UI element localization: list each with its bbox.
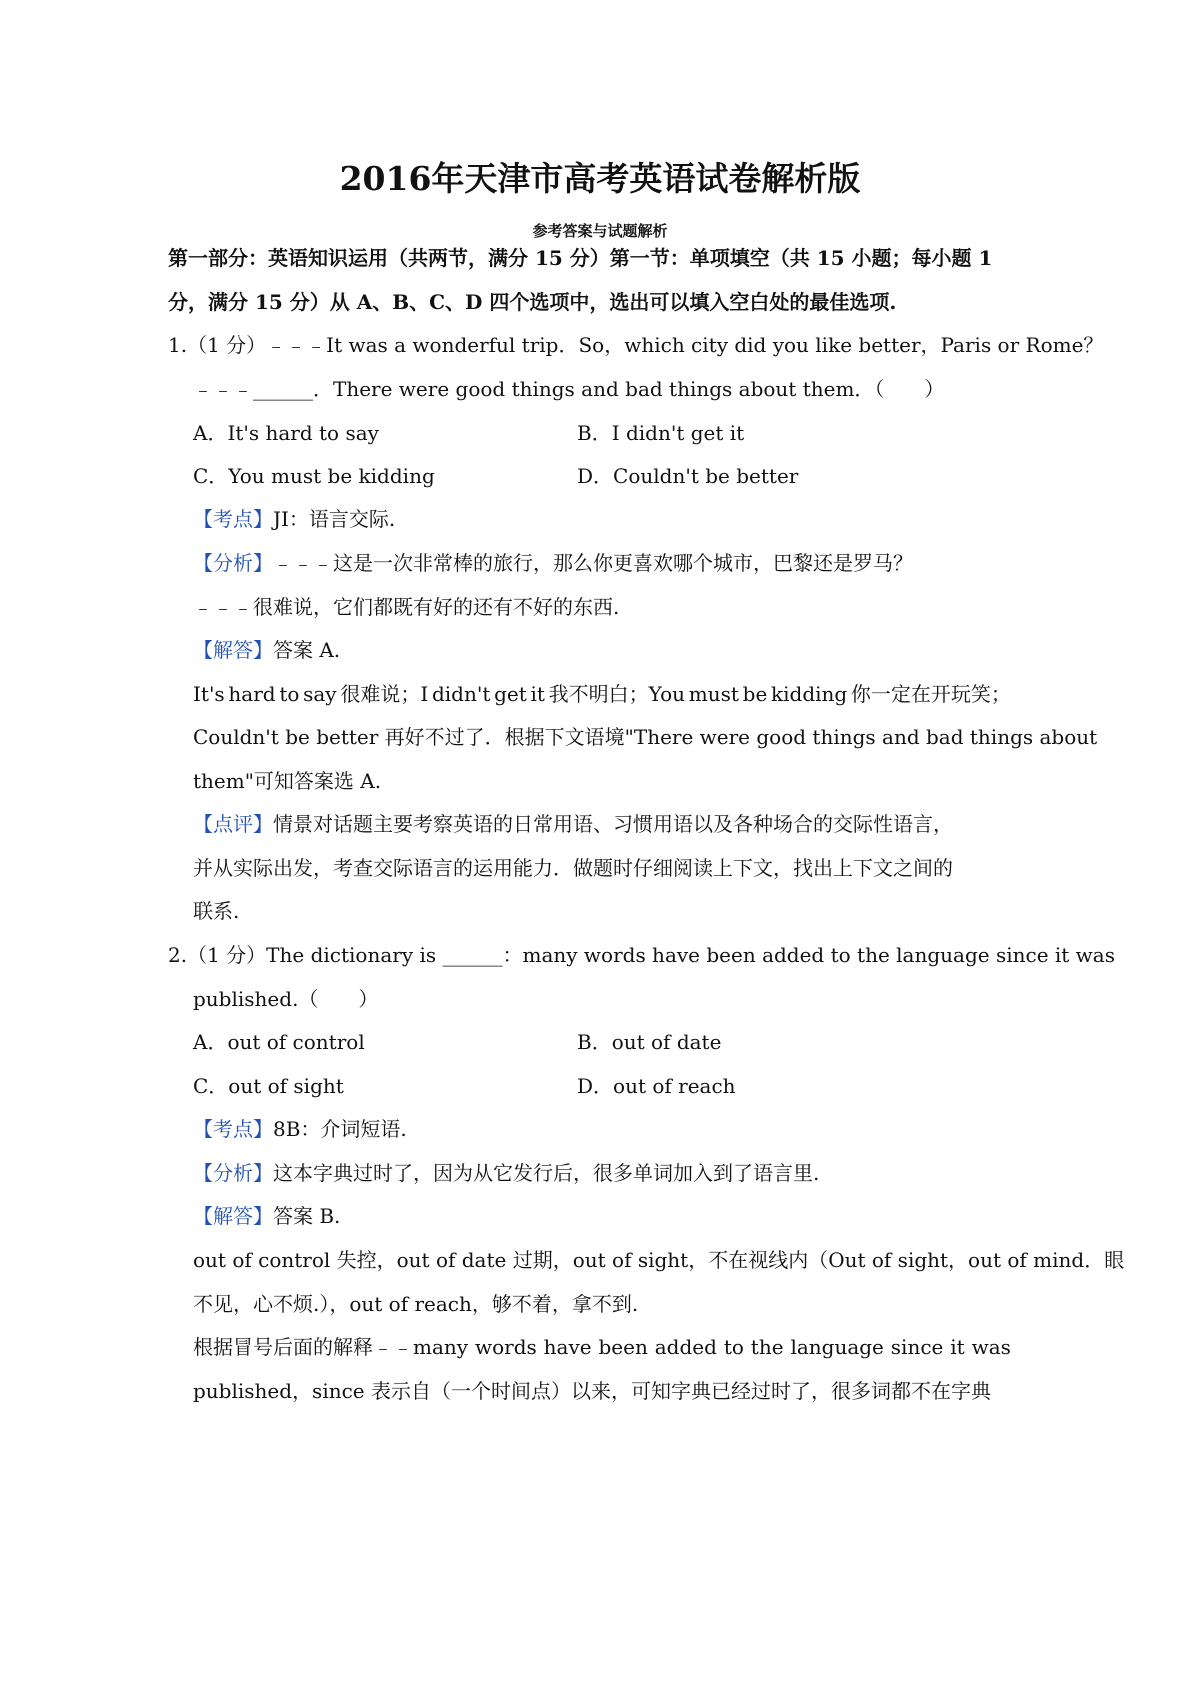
word: 你一定在开玩笑； <box>850 682 1011 706</box>
word: get <box>494 682 527 706</box>
q2-option-b: B．out of date <box>577 1030 722 1054</box>
q1-stem-line-2: ﹣﹣﹣______．There were good things and bad things about them．（ ） <box>193 377 945 401</box>
dianping-text: 情景对话题主要考察英语的日常用语、习惯用语以及各种场合的交际性语言， <box>273 812 953 836</box>
q2-explanation-line-4: published，since 表示自（一个时间点）以来，可知字典已经过时了，很多词都不在字典 <box>193 1379 991 1403</box>
q1-dianping-line-3: 联系. <box>193 899 240 923</box>
fenxi-tag: 【分析】 <box>193 1161 273 1185</box>
q2-option-d: D．out of reach <box>577 1074 736 1098</box>
kaodian-tag: 【考点】 <box>193 507 273 531</box>
kaodian-text: JI：语言交际. <box>273 507 396 531</box>
q2-jieda <box>193 1202 340 1230</box>
q1-option-c: C．You must be kidding <box>193 464 435 488</box>
q2-explanation-line-1: out of control 失控，out of date 过期，out of sight，不在视线内（Out of sight，out of mind．眼 <box>193 1248 1125 1272</box>
q2-kaodian <box>193 1115 407 1143</box>
word: words <box>474 1335 537 1359</box>
word: It's <box>193 682 225 706</box>
jieda-tag: 【解答】 <box>193 638 273 662</box>
word: kidding <box>771 682 848 706</box>
word: be <box>742 682 768 706</box>
fenxi-text: ﹣﹣﹣这是一次非常棒的旅行，那么你更喜欢哪个城市，巴黎还是罗马？ <box>273 551 913 575</box>
jieda-tag: 【解答】 <box>193 1204 273 1228</box>
q2-stem-line-1: 2.（1 分）The dictionary is ______：many words have been added to the language since it was <box>168 943 1115 967</box>
word: have <box>543 1335 592 1359</box>
q2-option-c: C．out of sight <box>193 1074 344 1098</box>
q1-fenxi-line-2: ﹣﹣﹣很难说，它们都既有好的还有不好的东西. <box>193 595 620 619</box>
word: 我不明白；You <box>548 682 686 706</box>
word: added <box>654 1335 717 1359</box>
word: been <box>598 1335 648 1359</box>
word: say <box>303 682 337 706</box>
word: it <box>530 682 545 706</box>
word: must <box>688 682 739 706</box>
jieda-text: 答案 B. <box>273 1204 341 1228</box>
q1-fenxi <box>193 549 913 577</box>
word: 很难说；I <box>340 682 429 706</box>
word: 根据冒号后面的解释﹣﹣many <box>193 1335 469 1359</box>
q1-kaodian <box>193 505 395 533</box>
q1-option-b: B．I didn't get it <box>577 421 745 445</box>
q2-option-a: A．out of control <box>193 1030 365 1054</box>
q2-stem-line-2: published.（ ） <box>193 987 379 1011</box>
word: hard <box>228 682 276 706</box>
page-subtitle: 参考答案与试题解析 <box>532 222 668 240</box>
section-heading-line-2: 分，满分 15 分）从 A、B、C、D 四个选项中，选出可以填入空白处的最佳选项. <box>168 290 897 314</box>
word: to <box>723 1335 744 1359</box>
q1-jieda <box>193 636 340 664</box>
q1-dianping-line-2: 并从实际出发，考查交际语言的运用能力．做题时仔细阅读上下文，找出上下文之间的 <box>193 856 953 880</box>
q1-stem-line-1: 1.（1 分）﹣﹣﹣It was a wonderful trip．So，which city did you like better，Paris or Rome？ <box>168 333 1104 357</box>
kaodian-text: 8B：介词短语. <box>273 1117 407 1141</box>
q1-option-d: D．Couldn't be better <box>577 464 799 488</box>
word: to <box>279 682 300 706</box>
q1-explanation-line-2: Couldn't be better 再好不过了．根据下文语境"There were good things and bad things about <box>193 725 1098 749</box>
q2-fenxi <box>193 1159 819 1187</box>
q1-explanation-line-1 <box>193 680 1011 708</box>
kaodian-tag: 【考点】 <box>193 1117 273 1141</box>
q1-explanation-line-3: them"可知答案选 A. <box>193 769 382 793</box>
q2-explanation-line-3 <box>193 1333 1011 1361</box>
jieda-text: 答案 A. <box>273 638 341 662</box>
fenxi-text: 这本字典过时了，因为从它发行后，很多单词加入到了语言里. <box>273 1161 820 1185</box>
word: it <box>950 1335 965 1359</box>
page-title: 2016年天津市高考英语试卷解析版 <box>339 159 861 198</box>
word: was <box>971 1335 1011 1359</box>
word: didn't <box>431 682 491 706</box>
word: the <box>750 1335 784 1359</box>
q1-option-a: A．It's hard to say <box>193 421 379 445</box>
q2-explanation-line-2: 不见，心不烦.），out of reach，够不着，拿不到. <box>193 1292 639 1316</box>
word: language <box>790 1335 884 1359</box>
q1-dianping <box>193 810 953 838</box>
section-heading-line-1: 第一部分：英语知识运用（共两节，满分 15 分）第一节：单项填空（共 15 小题；每小题 1 <box>168 246 993 270</box>
dianping-tag: 【点评】 <box>193 812 273 836</box>
fenxi-tag: 【分析】 <box>193 551 273 575</box>
word: since <box>890 1335 944 1359</box>
